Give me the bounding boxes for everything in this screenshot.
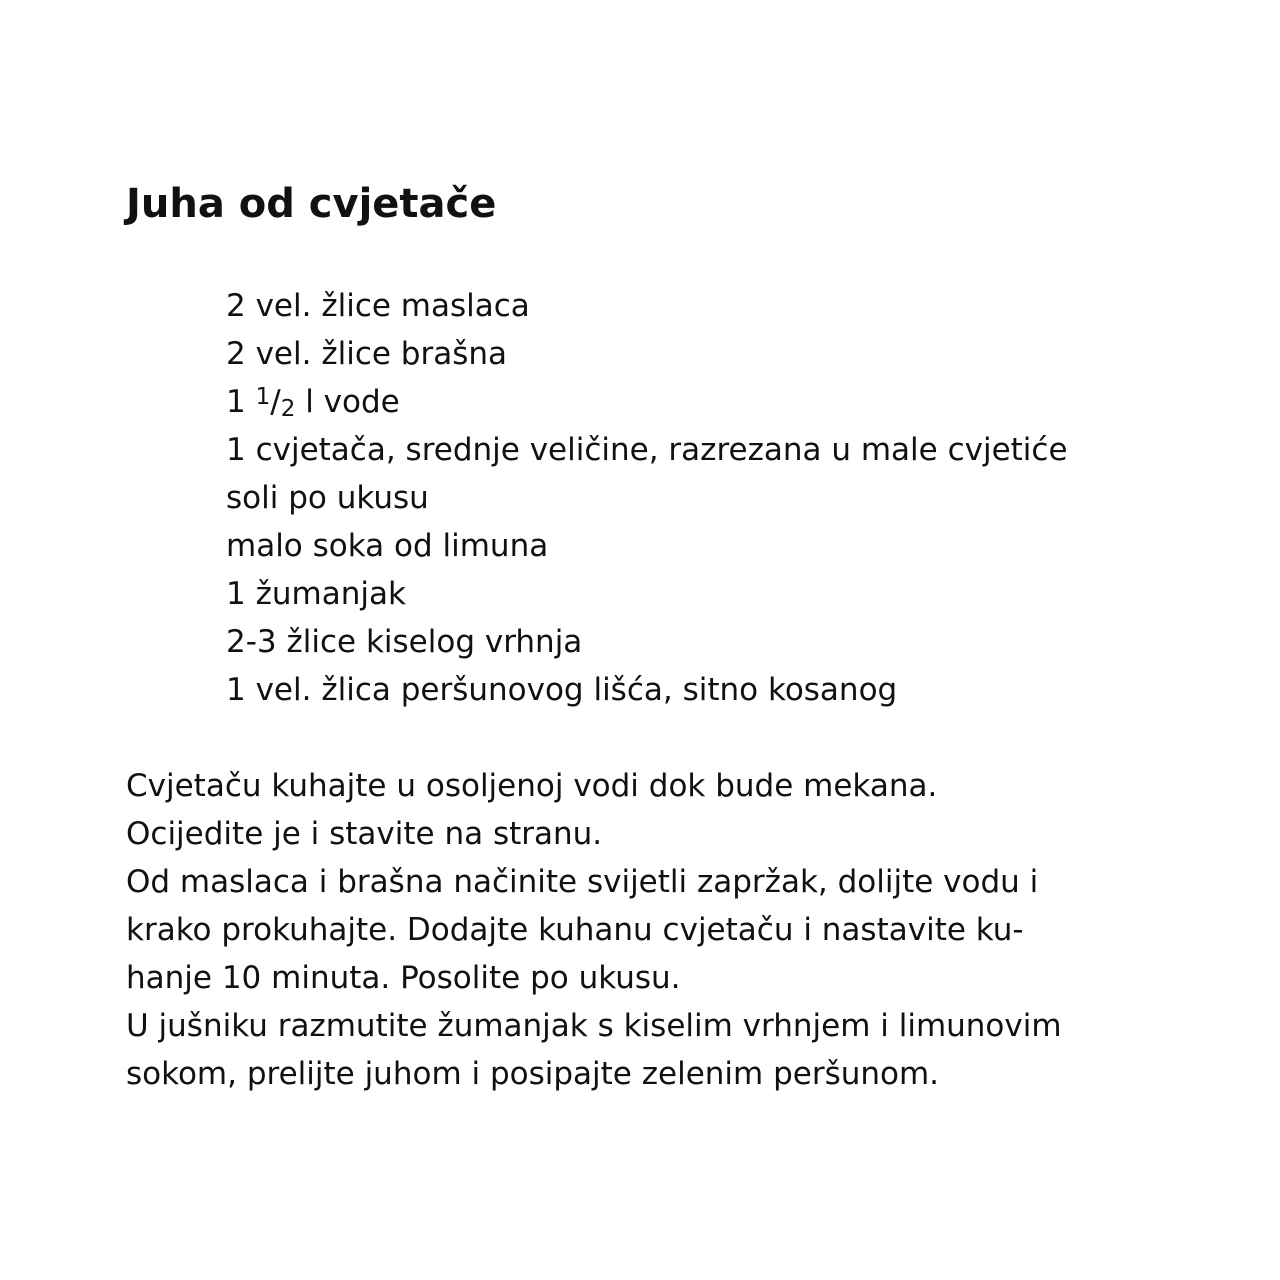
ingredient-item: soli po ukusu	[226, 480, 429, 516]
method-line: sokom, prelijte juhom i posipajte zelenim peršunom.	[126, 1056, 940, 1092]
ingredient-list	[226, 282, 1068, 714]
ingredient-item: 2-3 žlice kiselog vrhnja	[226, 624, 583, 660]
water-amount-denominator: 2	[280, 396, 296, 422]
ingredient-text: l vode	[305, 384, 400, 420]
ingredient-item: 2 vel. žlice brašna	[226, 336, 507, 372]
method-line: Cvjetaču kuhajte u osoljenoj vodi dok bude mekana.	[126, 768, 938, 804]
ingredient-item: 1 žumanjak	[226, 576, 406, 612]
water-amount-whole: 1	[226, 384, 246, 420]
method-line: krako prokuhajte. Dodajte kuhanu cvjetaču i nastavite ku-	[126, 912, 1024, 948]
ingredient-item	[226, 378, 1068, 426]
water-amount	[226, 384, 295, 420]
ingredient-item: 1 vel. žlica peršunovog lišća, sitno kosanog	[226, 672, 898, 708]
recipe-title: Juha od cvjetače	[126, 181, 497, 227]
method-line: Od maslaca i brašna načinite svijetli zapržak, dolijte vodu i	[126, 864, 1039, 900]
method-text	[126, 762, 1176, 1098]
ingredient-item: 1 cvjetača, srednje veličine, razrezana u male cvjetiće	[226, 432, 1068, 468]
water-amount-slash: /	[270, 384, 281, 420]
method-line: hanje 10 minuta. Posolite po ukusu.	[126, 960, 681, 996]
water-amount-numerator: 1	[255, 384, 271, 410]
ingredient-item: 2 vel. žlice maslaca	[226, 288, 530, 324]
method-line: U jušniku razmutite žumanjak s kiselim vrhnjem i limunovim	[126, 1008, 1062, 1044]
method-line: Ocijedite je i stavite na stranu.	[126, 816, 603, 852]
ingredient-item: malo soka od limuna	[226, 528, 549, 564]
